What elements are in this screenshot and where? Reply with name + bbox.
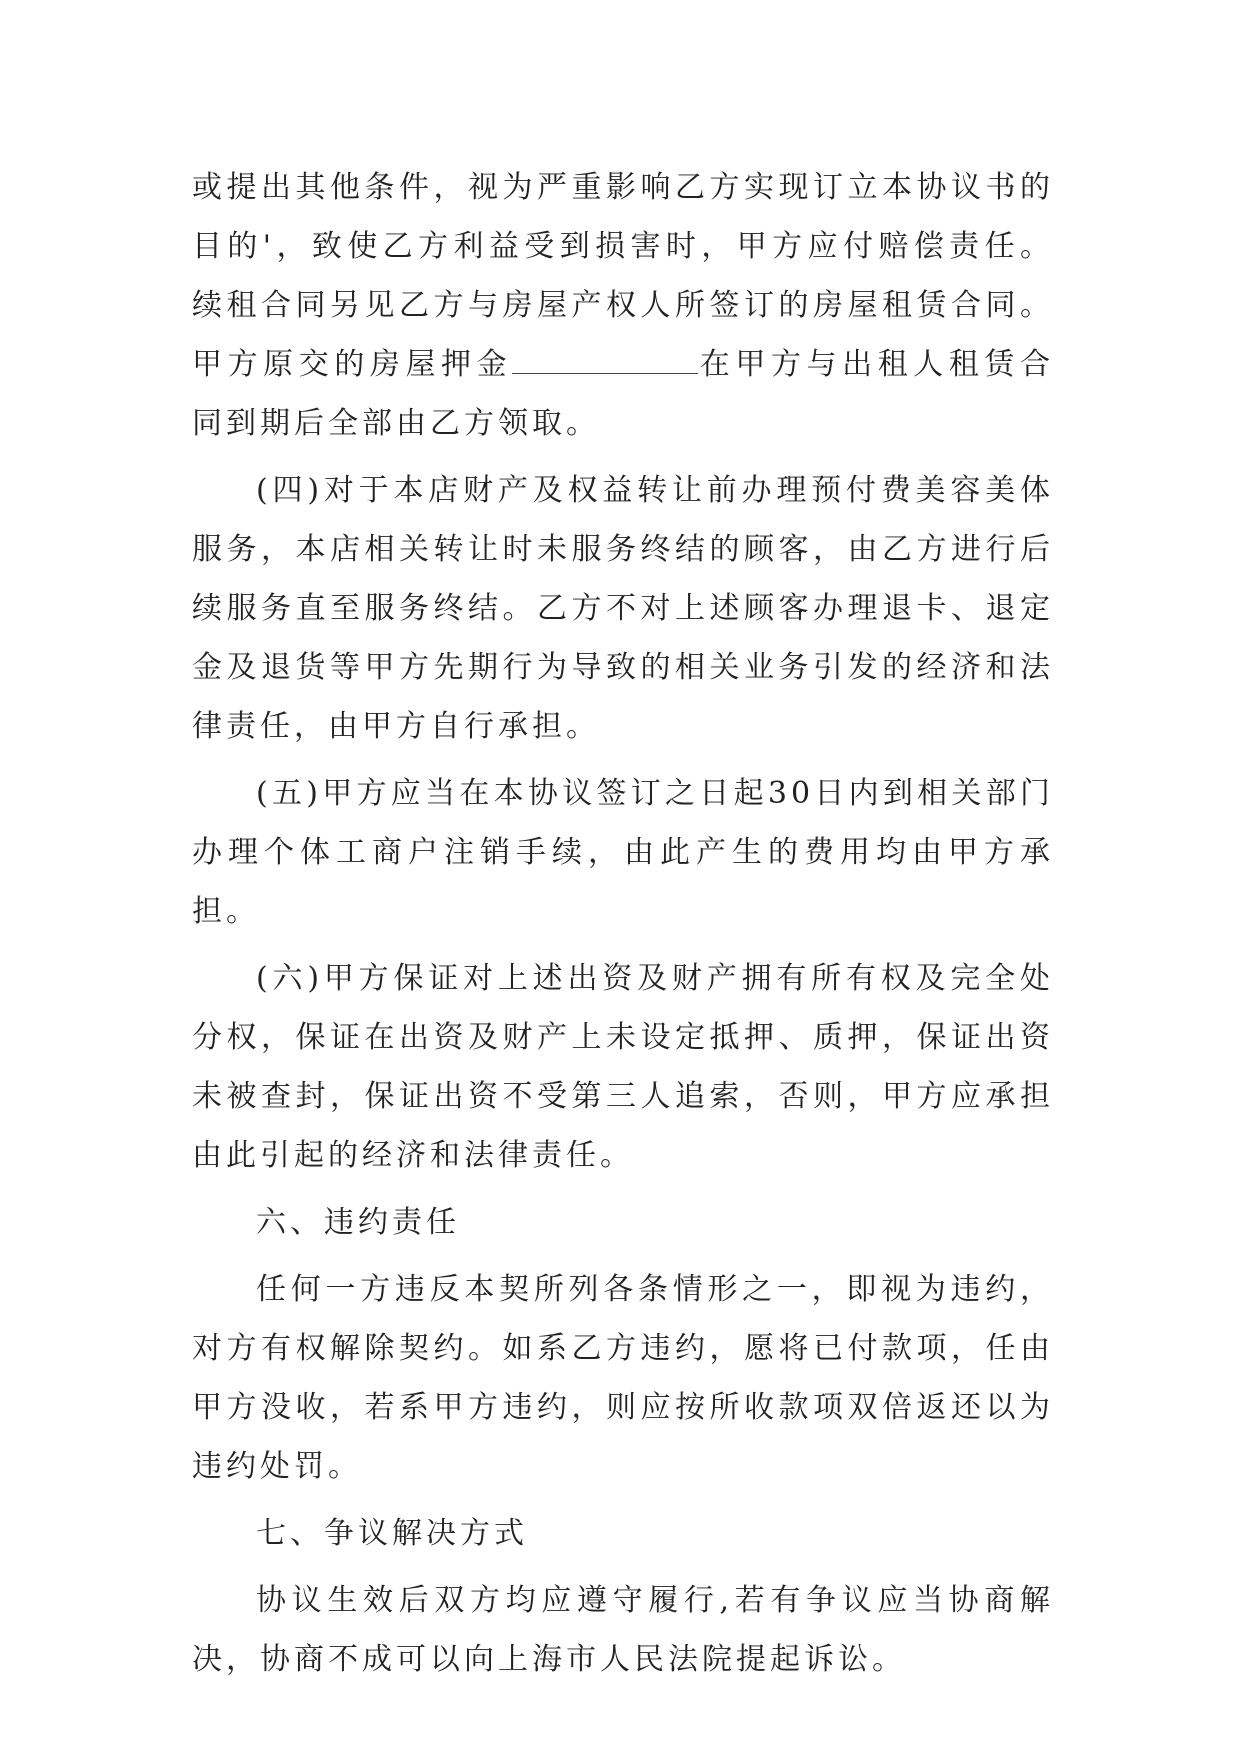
paragraph-text: 或提出其他条件，视为严重影响乙方实现订立本协议书的目的'，致使乙方利益受到损害时，甲方应付赔偿责任。续租合同另见乙方与房屋产权人所签订的房屋租赁合同。甲方原交的房屋押金: [192, 170, 1054, 382]
fill-in-blank: [512, 349, 698, 374]
paragraph-text: 在甲方与出租人租赁合同到期后全部由乙方领取。: [192, 347, 1055, 441]
paragraph-dispute: 协议生效后双方均应遵守履行,若有争议应当协商解决，协商不成可以向上海市人民法院提起诉讼。: [192, 1583, 1054, 1677]
section-heading-breach: 六、违约责任: [256, 1205, 460, 1240]
paragraph-clause-4: (四)对于本店财产及权益转让前办理预付费美容美体服务，本店相关转让时未服务终结的顾客，由乙方进行后续服务直至服务终结。乙方不对上述顾客办理退卡、退定金及退货等甲方先期行为导致的相关业务引发的经济和法律责任，由甲方自行承担。: [192, 473, 1054, 744]
section-heading-dispute: 七、争议解决方式: [256, 1516, 528, 1551]
paragraph-clause-6: (六)甲方保证对上述出资及财产拥有所有权及完全处分权，保证在出资及财产上未设定抵押、质押，保证出资未被查封，保证出资不受第三人追索，否则，甲方应承担由此引起的经济和法律责任。: [192, 961, 1054, 1173]
document-body: [192, 158, 1054, 1689]
paragraph-breach: 任何一方违反本契所列各条情形之一，即视为违约，对方有权解除契约。如系乙方违约，愿将已付款项，任由甲方没收，若系甲方违约，则应按所收款项双倍返还以为违约处罚。: [192, 1272, 1054, 1484]
paragraph-lease-deposit: [192, 158, 1054, 453]
paragraph-clause-5: (五)甲方应当在本协议签订之日起30日内到相关部门办理个体工商户注销手续，由此产生的费用均由甲方承担。: [192, 776, 1054, 929]
